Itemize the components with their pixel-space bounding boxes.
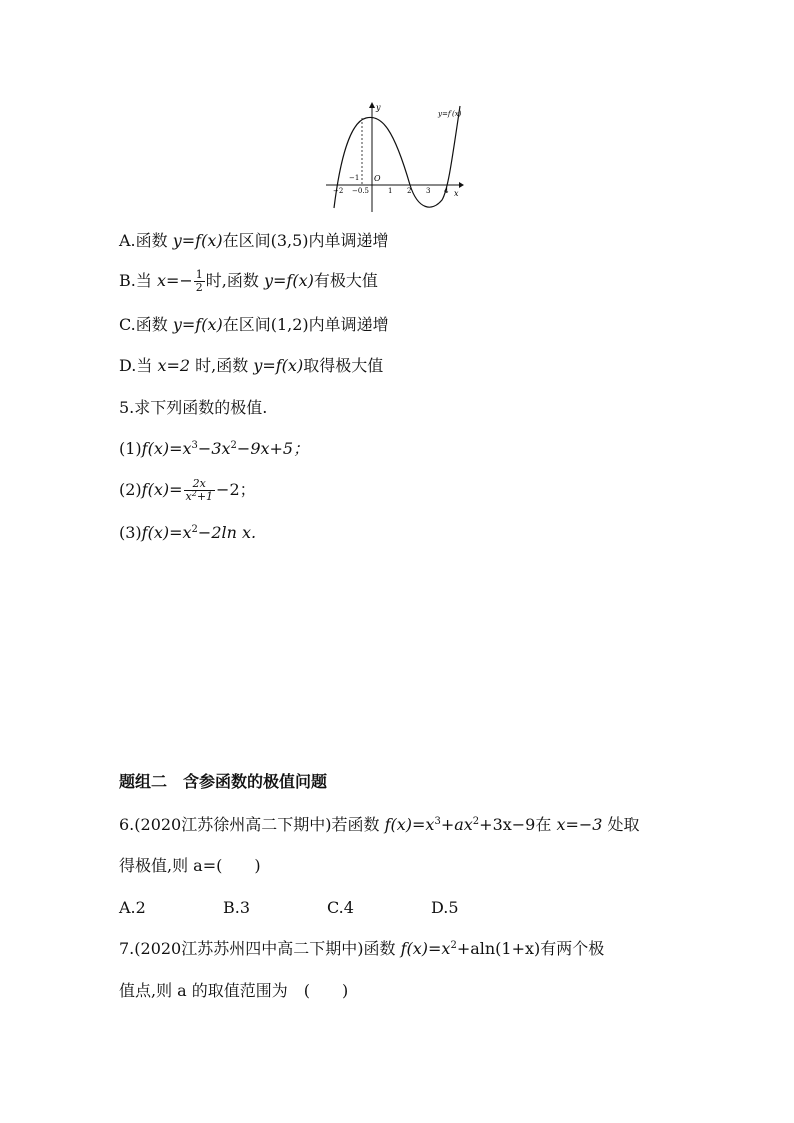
q5-p2-label: (2) — [119, 480, 142, 499]
q5-p1-expr-b: −3x — [197, 439, 231, 458]
option-a-func: y=f(x) — [172, 231, 223, 250]
option-c-prefix: C.函数 — [119, 315, 173, 334]
q5-p3-expr-b: −2ln x. — [197, 523, 257, 542]
tick-label-3: 3 — [426, 187, 431, 195]
q6-tail: 处取 — [602, 815, 640, 834]
option-b-fraction — [194, 269, 205, 294]
q6-expr-a: =x — [412, 815, 435, 834]
q5-p1-f: f(x) — [141, 439, 170, 458]
q6-line1 — [119, 814, 640, 836]
q5-p2-f: f(x) — [141, 480, 170, 499]
q5-part1 — [119, 438, 309, 460]
q6-options — [119, 897, 535, 919]
q5-p1-exp-b: 2 — [230, 440, 237, 451]
x-axis-label: x — [454, 189, 459, 198]
q7-expr-b: +aln(1+x)有两个极 — [456, 939, 605, 958]
option-b-frac-num: 1 — [195, 268, 203, 281]
q6-expr-b: +ax — [440, 815, 473, 834]
option-d-func: y=f(x) — [253, 356, 304, 375]
q5-p2-den-exp: 2 — [191, 489, 197, 498]
q5-p2-eq: = — [169, 480, 183, 499]
group2-heading: 题组二 含参函数的极值问题 — [119, 772, 328, 791]
tick-label-neg05: −0.5 — [352, 187, 369, 195]
q5-p3-expr-a: =x — [169, 523, 192, 542]
y-axis-label: y — [376, 103, 381, 112]
q5-p2-frac-den — [184, 491, 216, 503]
q6-exp-b: 2 — [472, 816, 480, 827]
q5-p1-expr-c: −9x+5； — [236, 439, 310, 458]
y-axis-arrow — [369, 102, 375, 108]
option-a-prefix: A.函数 — [119, 231, 173, 250]
tick-label-neg2: −2 — [333, 187, 344, 195]
option-d-prefix: D.当 — [119, 356, 158, 375]
q7-prefix: 7.(2020江苏苏州四中高二下期中)函数 — [119, 939, 401, 958]
q5-p2-tail: −2； — [216, 480, 256, 499]
q5-p2-den-b: +1 — [196, 490, 214, 503]
option-b[interactable] — [119, 269, 378, 294]
q7-line1 — [119, 938, 604, 960]
q5-stem: 5.求下列函数的极值. — [119, 398, 268, 417]
q6-prefix: 6.(2020江苏徐州高二下期中)若函数 — [119, 815, 385, 834]
q5-p2-den-a: x — [185, 490, 192, 503]
q5-p3-f: f(x) — [141, 523, 170, 542]
option-b-mid: 时,函数 — [205, 271, 264, 290]
q5-p3-label: (3) — [119, 523, 142, 542]
option-d[interactable] — [119, 355, 383, 377]
origin-label: O — [374, 174, 381, 183]
x-axis-arrow — [459, 182, 464, 188]
option-b-func: y=f(x) — [263, 271, 314, 290]
q6-at: x=−3 — [556, 815, 603, 834]
q5-part3 — [119, 522, 256, 544]
q6-option-a[interactable]: A.2 — [119, 898, 146, 917]
q6-f: f(x) — [384, 815, 412, 834]
q7-f: f(x) — [400, 939, 428, 958]
tick-label-neg1: −1 — [349, 174, 360, 182]
option-c[interactable] — [119, 314, 389, 336]
option-a-suffix: 在区间(3,5)内单调递增 — [222, 231, 389, 250]
tick-label-4: 4 — [444, 187, 449, 195]
q5-p2-fraction — [184, 478, 216, 503]
option-b-frac-den: 2 — [195, 281, 203, 294]
q5-p1-expr-a: =x — [169, 439, 192, 458]
option-b-suffix: 有极大值 — [313, 271, 378, 290]
tick-label-2: 2 — [407, 187, 412, 195]
q5-p1-exp-a: 3 — [191, 440, 198, 451]
q6-option-d[interactable]: D.5 — [431, 898, 459, 917]
q6-line2: 得极值,则 a=( ) — [119, 856, 261, 875]
option-b-var: x=− — [156, 271, 193, 290]
q7-exp-a: 2 — [450, 940, 457, 951]
q5-p1-label: (1) — [119, 439, 142, 458]
q7-line2: 值点,则 a 的取值范围为 ( ) — [119, 981, 349, 1000]
option-d-var: x=2 — [157, 356, 191, 375]
q6-expr-c: +3x−9在 — [479, 815, 557, 834]
derivative-graph — [322, 100, 474, 215]
option-d-mid: 时,函数 — [190, 356, 254, 375]
q7-expr-a: =x — [428, 939, 451, 958]
q6-exp-a: 3 — [434, 816, 441, 827]
option-c-suffix: 在区间(1,2)内单调递增 — [222, 315, 389, 334]
option-d-suffix: 取得极大值 — [303, 356, 384, 375]
q6-option-c[interactable]: C.4 — [327, 898, 354, 917]
q5-p2-frac-num: 2x — [184, 478, 216, 491]
option-b-prefix: B.当 — [119, 271, 157, 290]
option-c-func: y=f(x) — [172, 315, 223, 334]
curve-label: y=f′(x) — [438, 110, 462, 118]
q6-option-b[interactable]: B.3 — [223, 898, 251, 917]
tick-label-1: 1 — [388, 187, 393, 195]
q5-part2 — [119, 478, 256, 503]
option-a[interactable] — [119, 230, 389, 252]
q5-p3-exp-a: 2 — [191, 524, 198, 535]
